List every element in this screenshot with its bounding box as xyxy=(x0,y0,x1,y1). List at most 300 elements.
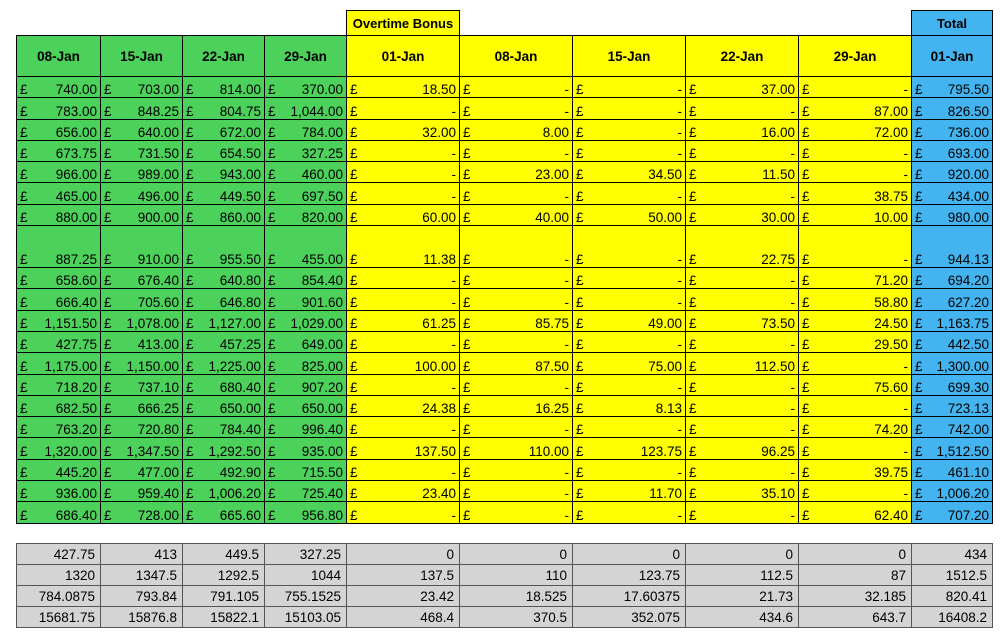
table-cell[interactable] xyxy=(347,183,460,204)
cell-value: - xyxy=(677,252,682,268)
stats-cell[interactable]: 15876.8 xyxy=(101,607,183,628)
table-cell[interactable] xyxy=(101,204,183,225)
table-cell[interactable] xyxy=(573,502,686,523)
cell-content xyxy=(101,273,182,288)
header-cell[interactable]: 15-Jan xyxy=(573,36,686,77)
table-cell[interactable] xyxy=(101,98,183,119)
table-cell[interactable] xyxy=(912,98,993,119)
table-cell[interactable] xyxy=(460,310,573,331)
table-cell[interactable] xyxy=(17,502,101,523)
table-cell[interactable] xyxy=(460,119,573,140)
currency-symbol: £ xyxy=(463,146,471,162)
table-cell[interactable] xyxy=(573,268,686,289)
table-cell[interactable] xyxy=(17,395,101,416)
date-header-row xyxy=(17,36,993,77)
table-cell[interactable] xyxy=(17,417,101,438)
table-cell[interactable] xyxy=(347,395,460,416)
table-cell[interactable] xyxy=(573,417,686,438)
table-cell[interactable] xyxy=(347,331,460,352)
cell-content xyxy=(912,167,992,182)
cell-value: 40.00 xyxy=(535,210,569,226)
stats-cell[interactable]: 468.4 xyxy=(347,607,460,628)
table-cell[interactable] xyxy=(265,459,347,480)
stats-cell[interactable]: 18.525 xyxy=(460,586,573,607)
table-cell[interactable] xyxy=(573,140,686,161)
table-cell[interactable] xyxy=(265,395,347,416)
table-cell[interactable] xyxy=(347,438,460,459)
table-cell[interactable] xyxy=(101,417,183,438)
table-row xyxy=(17,268,993,289)
cell-value: 694.20 xyxy=(947,273,989,289)
table-cell[interactable] xyxy=(799,502,912,523)
table-cell[interactable] xyxy=(265,119,347,140)
currency-symbol: £ xyxy=(350,252,358,268)
table-cell[interactable] xyxy=(347,204,460,225)
table-cell[interactable] xyxy=(912,226,993,268)
table-cell[interactable] xyxy=(347,310,460,331)
table-cell[interactable] xyxy=(265,502,347,523)
table-cell[interactable] xyxy=(686,395,799,416)
table-cell[interactable] xyxy=(686,481,799,502)
stats-cell[interactable]: 87 xyxy=(799,565,912,586)
stats-cell[interactable]: 1347.5 xyxy=(101,565,183,586)
table-cell[interactable] xyxy=(912,481,993,502)
table-cell[interactable] xyxy=(686,438,799,459)
table-cell[interactable] xyxy=(347,417,460,438)
currency-symbol: £ xyxy=(689,252,697,268)
stats-cell[interactable]: 755.1525 xyxy=(265,586,347,607)
table-cell[interactable] xyxy=(265,226,347,268)
cell-content xyxy=(183,444,264,459)
table-cell[interactable] xyxy=(686,140,799,161)
table-cell[interactable] xyxy=(686,204,799,225)
stats-cell[interactable]: 137.5 xyxy=(347,565,460,586)
table-cell[interactable] xyxy=(183,140,265,161)
table-cell[interactable] xyxy=(183,119,265,140)
table-cell[interactable] xyxy=(686,119,799,140)
table-cell[interactable] xyxy=(912,289,993,310)
table-cell[interactable] xyxy=(460,183,573,204)
currency-symbol: £ xyxy=(689,379,697,395)
table-cell[interactable] xyxy=(183,204,265,225)
currency-symbol: £ xyxy=(689,146,697,162)
cell-content xyxy=(460,508,572,523)
overtime-bonus-title[interactable]: Overtime Bonus xyxy=(347,11,460,36)
table-cell[interactable] xyxy=(460,417,573,438)
table-cell[interactable] xyxy=(460,162,573,183)
stats-cell[interactable]: 0 xyxy=(460,544,573,565)
table-cell[interactable] xyxy=(17,374,101,395)
table-cell[interactable] xyxy=(573,353,686,374)
table-cell[interactable] xyxy=(573,481,686,502)
table-cell[interactable] xyxy=(183,226,265,268)
table-cell[interactable] xyxy=(101,481,183,502)
table-cell[interactable] xyxy=(573,438,686,459)
table-cell[interactable] xyxy=(912,268,993,289)
table-cell[interactable] xyxy=(265,140,347,161)
table-cell[interactable] xyxy=(799,98,912,119)
table-cell[interactable] xyxy=(265,204,347,225)
table-cell[interactable] xyxy=(799,459,912,480)
stats-cell[interactable]: 32.185 xyxy=(799,586,912,607)
table-cell[interactable] xyxy=(686,331,799,352)
table-cell[interactable] xyxy=(460,395,573,416)
currency-symbol: £ xyxy=(463,315,471,331)
table-cell[interactable] xyxy=(460,140,573,161)
stats-cell[interactable]: 112.5 xyxy=(686,565,799,586)
stats-cell[interactable]: 434 xyxy=(912,544,993,565)
table-cell[interactable] xyxy=(101,310,183,331)
table-cell[interactable] xyxy=(460,502,573,523)
table-cell[interactable] xyxy=(101,331,183,352)
table-cell[interactable] xyxy=(912,183,993,204)
table-cell[interactable] xyxy=(799,226,912,268)
table-cell[interactable] xyxy=(573,459,686,480)
table-cell[interactable] xyxy=(17,353,101,374)
stats-cell[interactable]: 0 xyxy=(573,544,686,565)
table-cell[interactable] xyxy=(183,481,265,502)
table-cell[interactable] xyxy=(17,140,101,161)
table-cell[interactable] xyxy=(686,310,799,331)
stats-cell[interactable]: 0 xyxy=(347,544,460,565)
table-cell[interactable] xyxy=(101,502,183,523)
currency-symbol: £ xyxy=(20,294,28,310)
table-cell[interactable] xyxy=(183,183,265,204)
table-cell[interactable] xyxy=(460,459,573,480)
table-cell[interactable] xyxy=(799,289,912,310)
table-cell[interactable] xyxy=(347,119,460,140)
table-cell[interactable] xyxy=(912,353,993,374)
header-cell[interactable]: 29-Jan xyxy=(799,36,912,77)
table-cell[interactable] xyxy=(17,459,101,480)
cell-content xyxy=(460,104,572,119)
table-cell[interactable] xyxy=(265,417,347,438)
table-cell[interactable] xyxy=(686,502,799,523)
currency-symbol: £ xyxy=(268,486,276,502)
table-cell[interactable] xyxy=(460,438,573,459)
cell-value: - xyxy=(564,507,569,523)
table-cell[interactable] xyxy=(17,162,101,183)
table-cell[interactable] xyxy=(799,140,912,161)
stats-cell[interactable]: 17.60375 xyxy=(573,586,686,607)
table-cell[interactable] xyxy=(17,331,101,352)
stats-cell[interactable]: 413 xyxy=(101,544,183,565)
table-cell[interactable] xyxy=(460,481,573,502)
stats-cell[interactable]: 643.7 xyxy=(799,607,912,628)
table-cell[interactable] xyxy=(573,98,686,119)
table-cell[interactable] xyxy=(347,140,460,161)
table-cell[interactable] xyxy=(101,226,183,268)
cell-value: 650.00 xyxy=(301,401,343,417)
currency-symbol: £ xyxy=(576,337,584,353)
table-cell[interactable] xyxy=(101,289,183,310)
cell-content xyxy=(183,125,264,140)
table-cell[interactable] xyxy=(183,395,265,416)
stats-cell[interactable]: 449.5 xyxy=(183,544,265,565)
table-cell[interactable] xyxy=(17,119,101,140)
table-cell[interactable] xyxy=(265,310,347,331)
table-cell[interactable] xyxy=(573,331,686,352)
table-cell[interactable] xyxy=(460,268,573,289)
table-cell[interactable] xyxy=(265,162,347,183)
stats-cell[interactable]: 15681.75 xyxy=(17,607,101,628)
currency-symbol: £ xyxy=(802,337,810,353)
table-cell[interactable] xyxy=(912,395,993,416)
cell-value: 442.50 xyxy=(947,337,989,353)
table-cell[interactable] xyxy=(799,395,912,416)
table-cell[interactable] xyxy=(912,77,993,98)
table-cell[interactable] xyxy=(460,204,573,225)
table-cell[interactable] xyxy=(347,226,460,268)
table-cell[interactable] xyxy=(101,353,183,374)
table-cell[interactable] xyxy=(265,438,347,459)
stats-cell[interactable]: 23.42 xyxy=(347,586,460,607)
cell-value: 85.75 xyxy=(535,315,569,331)
table-cell[interactable] xyxy=(17,226,101,268)
table-cell[interactable] xyxy=(460,289,573,310)
header-cell[interactable]: 08-Jan xyxy=(17,36,101,77)
stats-cell[interactable]: 1320 xyxy=(17,565,101,586)
table-cell[interactable] xyxy=(912,374,993,395)
table-cell[interactable] xyxy=(573,395,686,416)
currency-symbol: £ xyxy=(576,124,584,140)
table-cell[interactable] xyxy=(799,77,912,98)
table-cell[interactable] xyxy=(265,98,347,119)
header-cell[interactable]: 01-Jan xyxy=(347,36,460,77)
table-cell[interactable] xyxy=(799,183,912,204)
table-cell[interactable] xyxy=(101,374,183,395)
stats-cell[interactable]: 352.075 xyxy=(573,607,686,628)
table-cell[interactable] xyxy=(686,374,799,395)
table-cell[interactable] xyxy=(347,268,460,289)
currency-symbol: £ xyxy=(350,210,358,226)
stats-cell[interactable]: 434.6 xyxy=(686,607,799,628)
cell-value: 742.00 xyxy=(947,422,989,438)
table-cell[interactable] xyxy=(686,289,799,310)
header-cell[interactable]: 15-Jan xyxy=(101,36,183,77)
table-cell[interactable] xyxy=(799,374,912,395)
table-cell[interactable] xyxy=(183,310,265,331)
table-cell[interactable] xyxy=(101,438,183,459)
table-cell[interactable] xyxy=(912,459,993,480)
table-cell[interactable] xyxy=(799,417,912,438)
table-cell[interactable] xyxy=(183,268,265,289)
cell-content xyxy=(265,401,346,416)
table-cell[interactable] xyxy=(265,183,347,204)
cell-value: - xyxy=(564,379,569,395)
currency-symbol: £ xyxy=(20,188,28,204)
table-cell[interactable] xyxy=(460,226,573,268)
table-cell[interactable] xyxy=(183,353,265,374)
table-cell[interactable] xyxy=(347,481,460,502)
table-cell[interactable] xyxy=(799,162,912,183)
stats-cell[interactable]: 427.75 xyxy=(17,544,101,565)
table-cell[interactable] xyxy=(265,374,347,395)
stats-cell[interactable]: 1292.5 xyxy=(183,565,265,586)
table-cell[interactable] xyxy=(183,289,265,310)
table-cell[interactable] xyxy=(183,417,265,438)
currency-symbol: £ xyxy=(20,124,28,140)
table-cell[interactable] xyxy=(799,310,912,331)
table-cell[interactable] xyxy=(573,183,686,204)
table-cell[interactable] xyxy=(347,77,460,98)
table-cell[interactable] xyxy=(347,98,460,119)
currency-symbol: £ xyxy=(802,124,810,140)
table-cell[interactable] xyxy=(912,331,993,352)
table-cell[interactable] xyxy=(460,374,573,395)
stats-cell[interactable]: 123.75 xyxy=(573,565,686,586)
header-cell[interactable]: 01-Jan xyxy=(912,36,993,77)
table-cell[interactable] xyxy=(686,77,799,98)
stats-cell[interactable]: 784.0875 xyxy=(17,586,101,607)
table-cell[interactable] xyxy=(799,268,912,289)
table-cell[interactable] xyxy=(101,162,183,183)
table-cell[interactable] xyxy=(347,459,460,480)
table-cell[interactable] xyxy=(912,162,993,183)
cell-value: 75.00 xyxy=(648,358,682,374)
table-cell[interactable] xyxy=(183,162,265,183)
table-cell[interactable] xyxy=(573,289,686,310)
stats-cell[interactable]: 327.25 xyxy=(265,544,347,565)
cell-value: 820.00 xyxy=(301,210,343,226)
table-cell[interactable] xyxy=(912,140,993,161)
table-cell[interactable] xyxy=(101,459,183,480)
stats-cell[interactable]: 820.41 xyxy=(912,586,993,607)
table-cell[interactable] xyxy=(573,162,686,183)
table-cell[interactable] xyxy=(17,77,101,98)
table-cell[interactable] xyxy=(347,162,460,183)
table-cell[interactable] xyxy=(799,481,912,502)
stats-cell[interactable]: 791.105 xyxy=(183,586,265,607)
table-cell[interactable] xyxy=(573,77,686,98)
header-cell[interactable]: 22-Jan xyxy=(183,36,265,77)
stats-cell[interactable]: 15822.1 xyxy=(183,607,265,628)
table-cell[interactable] xyxy=(799,353,912,374)
table-cell[interactable] xyxy=(101,140,183,161)
table-cell[interactable] xyxy=(686,162,799,183)
table-cell[interactable] xyxy=(183,438,265,459)
currency-symbol: £ xyxy=(350,507,358,523)
cell-content xyxy=(17,486,100,501)
table-cell[interactable] xyxy=(265,331,347,352)
table-cell[interactable] xyxy=(183,459,265,480)
table-cell[interactable] xyxy=(347,374,460,395)
table-cell[interactable] xyxy=(347,289,460,310)
table-cell[interactable] xyxy=(265,268,347,289)
table-cell[interactable] xyxy=(460,98,573,119)
table-cell[interactable] xyxy=(686,417,799,438)
cell-content xyxy=(686,316,798,331)
cell-content xyxy=(460,444,572,459)
table-cell[interactable] xyxy=(17,310,101,331)
table-cell[interactable] xyxy=(912,310,993,331)
table-cell[interactable] xyxy=(460,77,573,98)
table-cell[interactable] xyxy=(183,331,265,352)
table-cell[interactable] xyxy=(101,183,183,204)
table-cell[interactable] xyxy=(183,77,265,98)
table-cell[interactable] xyxy=(686,353,799,374)
table-cell[interactable] xyxy=(265,353,347,374)
table-cell[interactable] xyxy=(101,268,183,289)
header-cell[interactable]: 08-Jan xyxy=(460,36,573,77)
cell-content xyxy=(17,146,100,161)
table-cell[interactable] xyxy=(573,204,686,225)
cell-value: 697.50 xyxy=(301,188,343,204)
stats-cell[interactable]: 370.5 xyxy=(460,607,573,628)
stats-cell[interactable]: 1512.5 xyxy=(912,565,993,586)
cell-value: - xyxy=(564,337,569,353)
table-cell[interactable] xyxy=(17,268,101,289)
table-cell[interactable] xyxy=(573,226,686,268)
table-cell[interactable] xyxy=(686,268,799,289)
table-cell[interactable] xyxy=(799,438,912,459)
stats-cell[interactable]: 15103.05 xyxy=(265,607,347,628)
table-cell[interactable] xyxy=(912,119,993,140)
table-cell[interactable] xyxy=(17,481,101,502)
stats-cell[interactable]: 0 xyxy=(686,544,799,565)
stats-cell[interactable]: 21.73 xyxy=(686,586,799,607)
stats-cell[interactable]: 0 xyxy=(799,544,912,565)
table-cell[interactable] xyxy=(265,77,347,98)
table-cell[interactable] xyxy=(912,438,993,459)
table-cell[interactable] xyxy=(265,289,347,310)
cell-content xyxy=(347,146,459,161)
table-cell[interactable] xyxy=(686,459,799,480)
table-cell[interactable] xyxy=(101,77,183,98)
table-cell[interactable] xyxy=(912,204,993,225)
table-cell[interactable] xyxy=(573,374,686,395)
table-cell[interactable] xyxy=(101,395,183,416)
cell-content xyxy=(686,380,798,395)
cell-content xyxy=(183,359,264,374)
table-cell[interactable] xyxy=(799,204,912,225)
table-cell[interactable] xyxy=(573,310,686,331)
table-cell[interactable] xyxy=(912,502,993,523)
table-cell[interactable] xyxy=(183,374,265,395)
table-cell[interactable] xyxy=(183,502,265,523)
header-cell[interactable]: 22-Jan xyxy=(686,36,799,77)
cell-content xyxy=(347,189,459,204)
stats-cell[interactable]: 16408.2 xyxy=(912,607,993,628)
table-cell[interactable] xyxy=(686,183,799,204)
stats-cell[interactable]: 110 xyxy=(460,565,573,586)
table-cell[interactable] xyxy=(101,119,183,140)
total-title[interactable]: Total xyxy=(912,11,993,36)
table-cell[interactable] xyxy=(347,353,460,374)
cell-content xyxy=(799,125,911,140)
table-cell[interactable] xyxy=(347,502,460,523)
currency-symbol: £ xyxy=(20,273,28,289)
table-cell[interactable] xyxy=(265,481,347,502)
table-cell[interactable] xyxy=(460,331,573,352)
table-cell[interactable] xyxy=(17,183,101,204)
header-cell[interactable]: 29-Jan xyxy=(265,36,347,77)
table-cell[interactable] xyxy=(912,417,993,438)
table-cell[interactable] xyxy=(573,119,686,140)
table-cell[interactable] xyxy=(17,98,101,119)
stats-cell[interactable]: 1044 xyxy=(265,565,347,586)
table-cell[interactable] xyxy=(17,289,101,310)
table-cell[interactable] xyxy=(799,119,912,140)
table-cell[interactable] xyxy=(686,98,799,119)
table-cell[interactable] xyxy=(183,98,265,119)
table-cell[interactable] xyxy=(686,226,799,268)
table-cell[interactable] xyxy=(799,331,912,352)
stats-cell[interactable]: 793.84 xyxy=(101,586,183,607)
table-cell[interactable] xyxy=(17,438,101,459)
table-cell[interactable] xyxy=(460,353,573,374)
table-cell[interactable] xyxy=(17,204,101,225)
